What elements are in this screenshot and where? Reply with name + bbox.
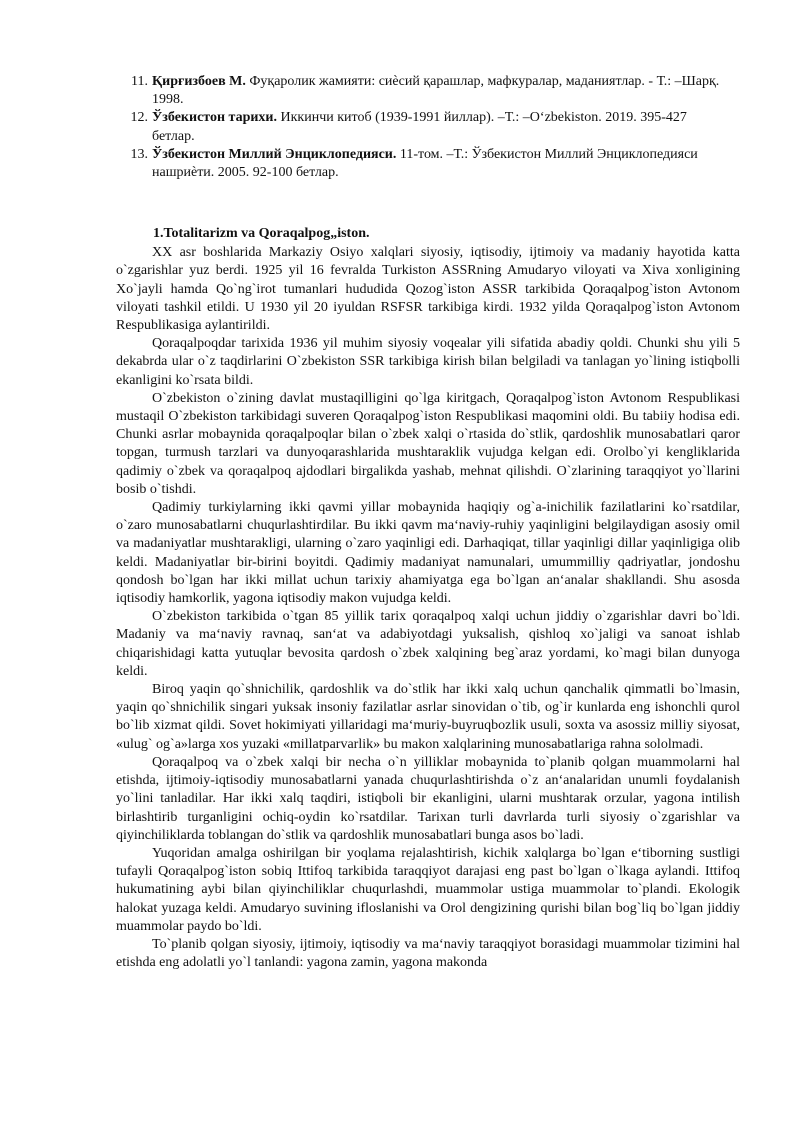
paragraph: Qoraqalpoq va o`zbek xalqi bir necha o`n yilliklar mobaynida to`planib qolgan muammolarni hal etishda, ijtimoiy-iqtisodiy munosabatlarni yanada chuqurlashtirishda o`z an‘analaridan unumli foydalanish yo`lini tanladilar. Har ikki xalq taqdiri, istiqboli bir ekanligini, ularni mushtarak orzular, yagona intilish birlashtirib turganligini ochiq-oydin ko`rsatdilar. Tarixan turli davrlarda turli siyosiy o`zgarishlar va qiyinchiliklarda toblangan do`stlik va qardoshlik munosabatlari bunga asos bo`ladi. (116, 754, 740, 843)
paragraph: Qoraqalpoqdar tarixida 1936 yil muhim siyosiy voqealar yili sifatida abadiy qoldi. Chunki shu yili 5 dekabrda ular o`z taqdirlarini O`zbekiston SSR tarkibiga kirish bilan belgiladi va tanlagan yo`lining istiqbolli ekanligini ko`rsata bildi. (116, 336, 740, 388)
reference-number: 12. (130, 110, 148, 126)
reference-author: Ўзбекистон тарихи. (152, 110, 278, 126)
paragraph: XX asr boshlarida Markaziy Osiyo xalqlari siyosiy, iqtisodiy, ijtimoiy va madaniy hayotida katta o`zgarishlar yuz berdi. 1925 yil 16 fevralda Turkiston ASSRning Amudaryo viloyati va Xiva xonligining Xo`jayli hamda Qo`ng`irot tumanlari hududida Qozog`iston ASSR tarkibida Qoraqalpog`iston Avtonom viloyati tashkil etildi. U 1930 yil 20 iyuldan RSFSR tarkibiga kirdi. 1932 yilda Qoraqalpog`iston Avtonom Respublikasiga aylantirildi. (116, 245, 740, 334)
paragraph: Biroq yaqin qo`shnichilik, qardoshlik va do`stlik har ikki xalq uchun qanchalik qimmatli bo`lmasin, yaqin qo`shnichilik singari yuksak insoniy fazilatlar asrlar sinovidan o`tib, og`ir kunlarda eng ishonchli qurol bo`lib xizmat qildi. Sovet hokimiyati yillaridagi ma‘muriy-buyruqbozlik usuli, soxta va asossiz milliy siyosat, «ulug` og`a»larga xos yuzaki «millatparvarlik» bu makon xalqlarining munosabatlariga rahna sololmadi. (116, 682, 740, 752)
reference-number: 11. (131, 74, 148, 89)
reference-number: 13. (130, 146, 148, 162)
section-title: 1.Totalitarizm va Qoraqalpog„iston. (153, 226, 370, 241)
paragraph: O`zbekiston o`zining davlat mustaqilligini qo`lga kiritgach, Qoraqalpog`iston Avtonom Respublikasi mustaqil O`zbekiston tarkibidagi suveren Qoraqalpog`iston Respublikasi maqomini oldi. Bu tabiiy hodisa edi. Chunki asrlar mobaynida qoraqalpoqlar bilan o`zbek xalqi o`rtasida do`stlik, qardoshlik munosabatlari qaror topgan, turmush tarzlari va dunyoqarashlarida mushtaraklik vujudga kelgan edi. Orolbo`yi kengliklarida qadimiy o`zbek va qoraqalpoq ajdodlari birgalikda yashab, mehnat qilishdi. O`zlarining taraqqiyot yo`llarini bosib o`tishdi. (116, 390, 740, 497)
reference-author: Қирғизбоев М. (152, 74, 246, 89)
paragraph: O`zbekiston tarkibida o`tgan 85 yillik tarix qoraqalpoq xalqi uchun jiddiy o`zgarishlar davri bo`ldi. Madaniy va ma‘naviy ravnaq, san‘at va adabiyotdagi yuksalish, qishloq xo`jaligi va sanoat ishlab chiqarishidagi katta yutuqlar bevosita qardosh o`zbek xalqining beg`araz yordami, ko`magi bilan dunyoga keldi. (116, 609, 740, 679)
reference-list (118, 73, 722, 182)
paragraph: Yuqoridan amalga oshirilgan bir yoqlama rejalashtirish, kichik xalqlarga bo`lgan e‘tiborning sustligi tufayli Qoraqalpog`iston sobiq Ittifoq tarkibida taraqqiyot darajasi eng past bo`lgan o`lkaga aylandi. Ittifoq hukumatining aybi bilan qiyinchiliklar chuqurlashdi, muammolar ustiga muammolar to`plandi. Ekologik halokat yuzaga keldi. Amudaryo suvining ifloslanishi va Orol dengizining qurishi bilan bog`liq bo`lgan jiddiy muammolar paydo bo`ldi. (116, 845, 740, 934)
reference-details: 11-том. –Т.: Ўзбекистон Миллий Энциклопедияси нашриѐти. 2005. 92-100 бетлар. (152, 146, 698, 181)
paragraph: To`planib qolgan siyosiy, ijtimoiy, iqtisodiy va ma‘naviy taraqqiyot borasidagi muammolar tizimini hal etishda eng adolatli yo`l tanlandi: yagona zamin, yagona makonda (116, 936, 740, 971)
section-body (116, 225, 740, 972)
reference-item-12 (118, 109, 722, 145)
reference-item-11 (118, 73, 722, 109)
reference-item-13 (118, 146, 722, 182)
paragraph: Qadimiy turkiylarning ikki qavmi yillar mobaynida haqiqiy og`a-inichilik fazilatlarini ko`rsatdilar, o`zaro munosabatlarni chuqurlashtirdilar. Bu ikki qavm ma‘naviy-ruhiy yaqinligini belgilaydigan asosiy omil va madaniyatlar mushtarakligi, ularning o`zaro yaqinligi edi. Darhaqiqat, tillar yaqinligi dillar yaqinligiga olib keldi. Madaniyatlar bir-birini boyitdi. Qadimiy madaniyat namunalari, umummilliy qadriyatlar, jondoshu qondosh bo`lgan har ikki millat uchun tarixiy ahamiyatga ega bo`lgan an‘analar shakllandi. Shu asosda iqtisodiy hamkorlik, yagona iqtisodiy makon vujudga keldi. (116, 500, 740, 607)
reference-details: Иккинчи китоб (1939-1991 йиллар). –Т.: –O‘zbekiston. 2019. 395-427 бетлар. (152, 110, 687, 144)
reference-details: Фуқаролик жамияти: сиѐсий қарашлар, мафкуралар, маданиятлар. - Т.: –Шарқ. 1998. (152, 74, 720, 108)
reference-author: Ўзбекистон Миллий Энциклопедияси. (152, 146, 397, 162)
